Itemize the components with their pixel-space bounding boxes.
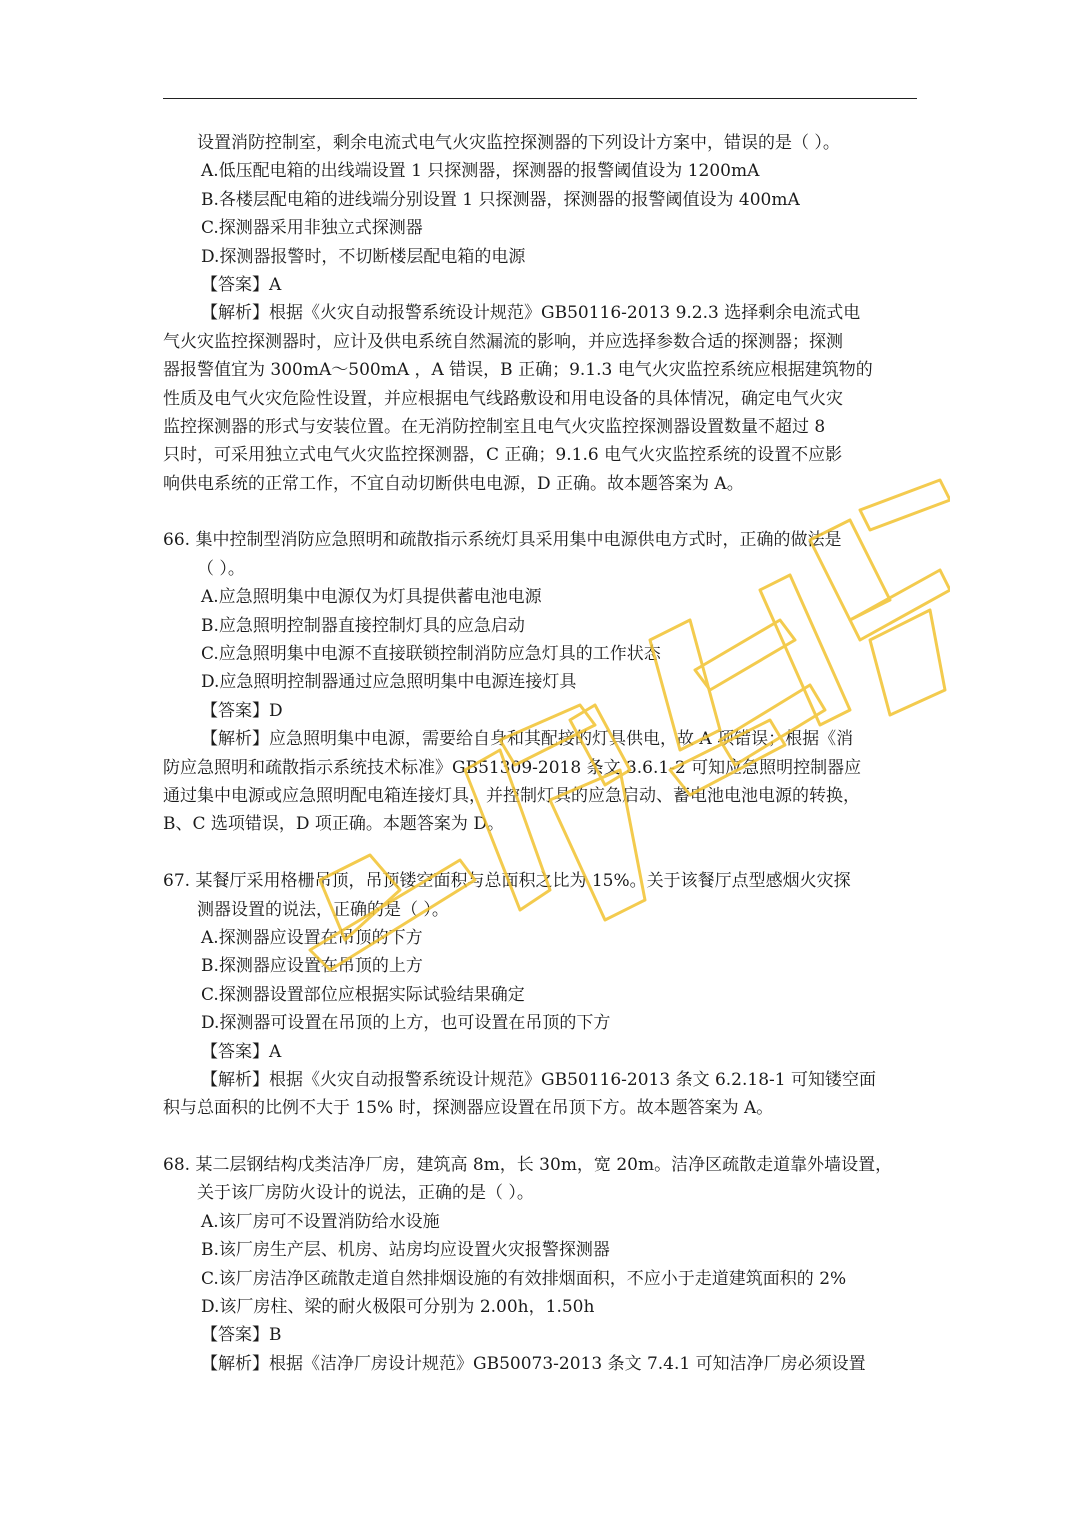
option-c: C.应急照明集中电源不直接联锁控制消防应急灯具的工作状态 [201, 644, 661, 665]
analysis-paragraph [163, 299, 917, 498]
analysis-line: 通过集中电源或应急照明配电箱连接灯具，并控制灯具的应急启动、蓄电池电池电源的转换， [163, 785, 860, 806]
analysis-line: 【解析】根据《火灾自动报警系统设计规范》GB50116-2013 条文 6.2.18-1 可知镂空面 [201, 1069, 877, 1090]
analysis-line: 器报警值宜为 300mA～500mA ，A 错误，B 正确；9.1.3 电气火灾监控系统应根据建筑物的 [163, 360, 873, 381]
analysis-line: 积与总面积的比例不大于 15% 时，探测器应设置在吊顶下方。故本题答案为 A。 [163, 1098, 774, 1119]
question-stem: 68. 某二层钢结构戊类洁净厂房，建筑高 8m，长 30m，宽 20m。洁净区疏散走道靠外墙设置， [163, 1155, 893, 1176]
answer: 【答案】D [201, 700, 283, 721]
question-stem: 设置消防控制室，剩余电流式电气火灾监控探测器的下列设计方案中，错误的是（ ）。 [197, 133, 840, 153]
analysis-line: 【解析】根据《火灾自动报警系统设计规范》GB50116-2013 9.2.3 选择剩余电流式电 [201, 303, 861, 324]
question-65-block [163, 129, 917, 498]
analysis-line: 【解析】根据《洁净厂房设计规范》GB50073-2013 条文 7.4.1 可知洁净厂房必须设置 [201, 1353, 866, 1374]
analysis-line: 监控探测器的形式与安装位置。在无消防控制室且电气火灾监控探测器设置数量不超过 8 [163, 416, 826, 437]
analysis-paragraph [163, 1350, 917, 1378]
question-66-block [163, 526, 917, 838]
option-b: B.各楼层配电箱的进线端分别设置 1 只探测器，探测器的报警阈值设为 400mA [201, 189, 800, 210]
question-stem: 67. 某餐厅采用格栅吊顶，吊顶镂空面积与总面积之比为 15%。关于该餐厅点型感烟火灾探 [163, 871, 851, 892]
question-68-block [163, 1151, 917, 1378]
option-a: A.该厂房可不设置消防给水设施 [201, 1211, 440, 1232]
answer: 【答案】B [201, 1325, 282, 1346]
analysis-line: 气火灾监控探测器时，应计及供电系统自然漏流的影响，并应选择参数合适的探测器；探测 [163, 331, 843, 352]
analysis-line: 【解析】应急照明集中电源，需要给自身和其配接的灯具供电，故 A 项错误；根据《消 [201, 729, 854, 750]
analysis-line: 性质及电气火灾危险性设置，并应根据电气线路敷设和用电设备的具体情况，确定电气火灾 [163, 388, 843, 409]
answer: 【答案】A [201, 1041, 282, 1062]
option-d: D.探测器报警时，不切断楼层配电箱的电源 [201, 246, 526, 267]
analysis-line: 响供电系统的正常工作，不宜自动切断供电电源，D 正确。故本题答案为 A。 [163, 473, 744, 494]
question-stem-cont: 测器设置的说法，正确的是（ ）。 [197, 899, 449, 920]
option-b: B.应急照明控制器直接控制灯具的应急启动 [201, 615, 525, 636]
answer: 【答案】A [201, 274, 282, 295]
option-a: A.低压配电箱的出线端设置 1 只探测器，探测器的报警阈值设为 1200mA [201, 161, 760, 182]
option-a: A.应急照明集中电源仅为灯具提供蓄电池电源 [201, 587, 542, 608]
question-67-block [163, 867, 917, 1123]
option-c: C.探测器采用非独立式探测器 [201, 218, 423, 239]
analysis-line: 只时，可采用独立式电气火灾监控探测器，C 正确；9.1.6 电气火灾监控系统的设置不应影 [163, 445, 843, 466]
option-d: D.该厂房柱、梁的耐火极限可分别为 2.00h，1.50h [201, 1297, 595, 1318]
option-c: C.该厂房洁净区疏散走道自然排烟设施的有效排烟面积，不应小于走道建筑面积的 2% [201, 1268, 847, 1289]
analysis-paragraph [163, 1066, 917, 1123]
option-b: B.探测器应设置在吊顶的上方 [201, 956, 423, 977]
analysis-line: B、C 选项错误，D 项正确。本题答案为 D。 [163, 814, 504, 835]
option-b: B.该厂房生产层、机房、站房均应设置火灾报警探测器 [201, 1240, 610, 1261]
analysis-paragraph [163, 725, 917, 839]
option-a: A.探测器应设置在吊顶的下方 [201, 927, 423, 948]
analysis-line: 防应急照明和疏散指示系统技术标准》GB51309-2018 条文 3.6.1-2 可知应急照明控制器应 [163, 757, 862, 778]
question-stem-cont: 关于该厂房防火设计的说法，正确的是（ ）。 [197, 1183, 534, 1204]
question-stem: 66. 集中控制型消防应急照明和疏散指示系统灯具采用集中电源供电方式时，正确的做法是 [163, 530, 842, 551]
option-d: D.应急照明控制器通过应急照明集中电源连接灯具 [201, 672, 577, 693]
option-c: C.探测器设置部位应根据实际试验结果确定 [201, 984, 525, 1005]
document-content [163, 129, 917, 1378]
option-d: D.探测器可设置在吊顶的上方，也可设置在吊顶的下方 [201, 1013, 611, 1034]
question-stem-cont: （ ）。 [197, 558, 245, 579]
header-rule [163, 98, 917, 99]
